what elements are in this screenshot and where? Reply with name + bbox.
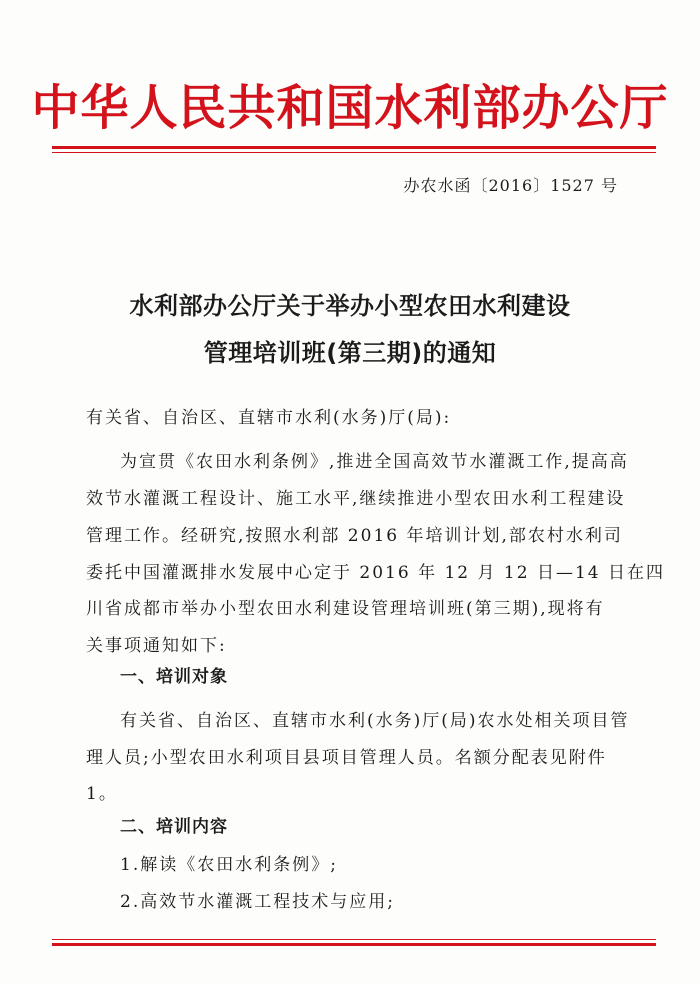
document-number: 办农水函〔2016〕1527 号 — [403, 176, 618, 195]
notice-title-line-1: 水利部办公厅关于举办小型农田水利建设 — [129, 292, 571, 320]
footer-rule-thick — [52, 943, 656, 946]
salutation: 有关省、自治区、直辖市水利(水务)厅(局): — [86, 408, 452, 428]
section-heading-2: 二、培训内容 — [120, 817, 228, 837]
paragraph-line: 为宣贯《农田水利条例》,推进全国高效节水灌溉工作,提高高 — [120, 452, 629, 472]
section-heading-1: 一、培训对象 — [120, 667, 228, 687]
paragraph-line: 有关省、自治区、直辖市水利(水务)厅(局)农水处相关项目管 — [120, 711, 630, 731]
masthead-title: 中华人民共和国水利部办公厅 — [31, 80, 669, 136]
paragraph-line: 1。 — [86, 784, 118, 804]
header-rule-thin — [52, 152, 656, 153]
footer-rule-thin — [52, 939, 656, 940]
paragraph-line: 川省成都市举办小型农田水利建设管理培训班(第三期),现将有 — [86, 599, 605, 619]
paragraph-line: 委托中国灌溉排水发展中心定于 2016 年 12 月 12 日—14 日在四 — [86, 563, 665, 583]
paragraph-line: 管理工作。经研究,按照水利部 2016 年培训计划,部农村水利司 — [86, 526, 623, 546]
paragraph-line: 关事项通知如下: — [86, 636, 227, 656]
paragraph-line: 效节水灌溉工程设计、施工水平,继续推进小型农田水利工程建设 — [86, 489, 626, 509]
list-item: 1.解读《农田水利条例》; — [120, 855, 338, 875]
notice-title-line-2: 管理培训班(第三期)的通知 — [203, 339, 497, 367]
paragraph-line: 理人员;小型农田水利项目县项目管理人员。名额分配表见附件 — [86, 748, 607, 768]
list-item: 2.高效节水灌溉工程技术与应用; — [120, 892, 395, 912]
header-rule-thick — [52, 146, 656, 149]
